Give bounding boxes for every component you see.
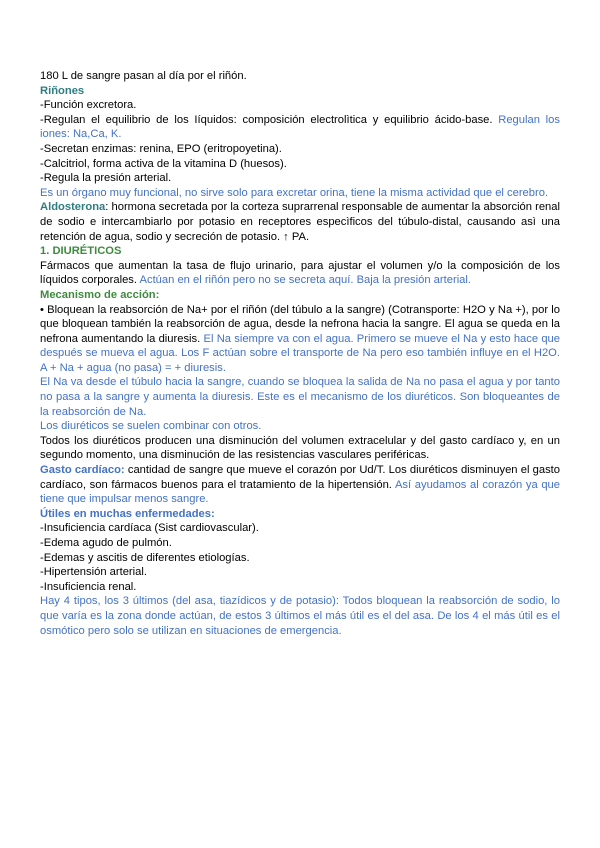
mecanismo-paragraph-4: Todos los diuréticos producen una disminución del volumen extracelular y del gasto cardíaco y, en un segundo momento, una disminución de las resistencias vasculares periféricas. <box>40 434 560 462</box>
utiles-item-5: -Insuficiencia renal. <box>40 580 137 593</box>
rinones-item-3: -Secretan enzimas: renina, EPO (eritropoyetina). <box>40 142 282 155</box>
heading-rinones-label: Riñones <box>40 84 85 97</box>
heading-mecanismo <box>40 288 560 303</box>
gasto-cardiaco-blue: Así ayudamos al corazón ya que tiene que impulsar menos sangre. <box>40 478 560 506</box>
mecanismo-bullet-1 <box>40 303 560 376</box>
gasto-cardiaco-black: cantidad de sangre que mueve el corazón por Ud/T. Los diuréticos disminuyen el gasto cardíaco, son fármacos buenos para el tratamiento de la hipertensión. <box>40 464 561 491</box>
rinones-item-2-black: -Regulan el equilibrio de los Iíquidos: composición electrolìtica y equilibrio ácido-base. <box>40 113 499 126</box>
aldosterona-body: : hormona secretada por la corteza suprarrenal responsable de aumentar la absorción renal de sodio e intercambiarlo por potasio en receptores especìficos del túbulo-distal, causando asì una retención de agua, sodio y secreción de potasio. ↑ PA. <box>40 201 560 243</box>
rinones-note-blue-text: Es un órgano muy funcional, no sirve solo para excretar orina, tiene la misma actividad que el cerebro. <box>40 186 549 199</box>
mecanismo-bullet-1-black: • Bloquean la reabsorción de Na+ por el riñón (del túbulo a la sangre) (Cotransporte: H2O y Na +), por lo que bloquean también la reabsorción de agua, desde la nefrona hacia la sangre. El agua se queda en la nefrona aumentando la diuresis. <box>40 303 560 345</box>
utiles-item-3: -Edemas y ascitis de diferentes etiologías. <box>40 551 250 564</box>
aldosterona-paragraph <box>40 200 560 244</box>
mecanismo-note-2-text: El Na va desde el túbulo hacia la sangre, cuando se bloquea la salida de Na no pasa el agua y por tanto no pasa a la sangre y aumenta la diuresis. Este es el mecanismo de los diuréticos. Son bloqueantes de la reabsorción de Na. <box>40 376 560 418</box>
utiles-item-4: -Hipertensión arterial. <box>40 566 147 579</box>
heading-diureticos <box>40 244 560 259</box>
heading-utiles-label: Útiles en muchas enfermedades: <box>40 507 215 520</box>
cierre-paragraph-text: Hay 4 tipos, los 3 últimos (del asa, tiazídicos y de potasio): Todos bloquean la reabsorción de sodio, lo que varía es la zona donde actúan, de estos 3 últimos el más útil es el del asa. De los 4 el más útil es el osmótico pero solo se utilizan en situaciones de emergencia. <box>40 595 560 637</box>
rinones-item-2-blue: Regulan los iones: Na,Ca, K. <box>40 113 560 141</box>
heading-utiles <box>40 507 560 522</box>
rinones-item-4: -Calcitriol, forma activa de la vitamina D (huesos). <box>40 157 287 170</box>
mecanismo-note-3 <box>40 419 560 434</box>
aldosterona-label: Aldosterona <box>40 201 106 214</box>
gasto-cardiaco-paragraph <box>40 463 560 507</box>
utiles-item-1: -Insuficiencia cardíaca (Sist cardiovascular). <box>40 522 259 535</box>
mecanismo-note-2 <box>40 375 560 419</box>
heading-rinones <box>40 84 560 99</box>
rinones-item-1: -Función excretora. <box>40 99 137 112</box>
intro-line: 180 L de sangre pasan al día por el riñón. <box>40 70 247 82</box>
rinones-note-blue <box>40 186 560 201</box>
diureticos-definition-black: Fármacos que aumentan la tasa de flujo urinario, para ajustar el volumen y/o la composición de los líquidos corporales. <box>40 259 560 287</box>
gasto-cardiaco-label: Gasto cardíaco: <box>40 464 125 477</box>
mecanismo-note-3-text: Los diuréticos se suelen combinar con otros. <box>40 420 262 433</box>
utiles-item-2: -Edema agudo de pulmón. <box>40 537 172 549</box>
diureticos-definition-blue: Actúan en el riñón pero no se secreta aquí. Baja la presión arterial. <box>139 274 471 287</box>
rinones-item-5: -Regula la presión arterial. <box>40 172 172 185</box>
heading-diureticos-label: 1. DIURÉTICOS <box>40 245 122 258</box>
mecanismo-bullet-1-blue: El Na siempre va con el agua. Primero se mueve el Na y esto hace que después se mueva el agua. Los F actúan sobre el transporte de Na pero eso también influye en el H2O. A + Na + agua (no pasa) = + diuresis. <box>40 332 560 374</box>
cierre-paragraph <box>40 594 560 638</box>
rinones-item-2 <box>40 113 560 142</box>
diureticos-definition <box>40 259 560 288</box>
heading-mecanismo-label: Mecanismo de acción: <box>40 288 160 301</box>
